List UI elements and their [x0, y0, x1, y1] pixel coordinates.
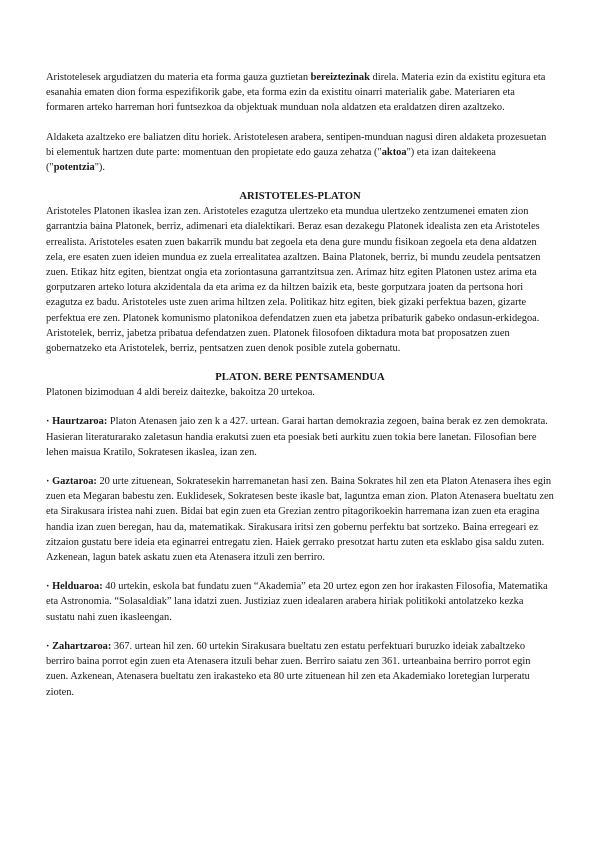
- text-run: Aristotelesek argudiatzen du materia eta forma gauza guztietan: [46, 72, 311, 83]
- stage-text: 367. urtean hil zen. 60 urtekin Sirakusara bueltatu zen estatu perfektuari buruzko ideiak zabaltzeko berriro baina porrot egin zuen eta Atenasera itzuli behar zuen. Berriro saiatu zen 361. urteanbaina berriro porrot egin zuen. Azkenean, Atenasera bueltatu zen irakasteko eta 80 urte zituenean hil zen eta Akademiako loretegian lurperatu zioten.: [46, 640, 531, 698]
- stage-label: · Haurtzaroa:: [46, 416, 108, 428]
- section-heading-platon: PLATON. BERE PENTSAMENDUA: [215, 372, 385, 384]
- stage-paragraph-haurtzaroa: [46, 414, 554, 460]
- document-page: [46, 70, 554, 700]
- section-body-aristoteles-platon: Aristoteles Platonen ikaslea izan zen. Aristoteles ezagutza ulertzeko eta mundua ulertzeko zentzumenei ematen zion garrantzia baina Platonek, berriz, adimenari eta dialektikari. Beraz esan dezakegu Platonek idealista zen eta Aristoteles errealista. Aristoteles esaten zuen bakarrik mundu bat zegoela eta dena gure mundu fisikoan zegoela eta dena aldatzen zela, ere esaten zuen ideien mundua ez zuela errealitatea azaltzen. Baina Platonek, berriz, bi mundu zeudela pentsatzen zuen. Etikaz hitz egiten, bientzat ongia eta zoriontasuna garrantzitsua zen. Arimaz hitz egiten Platonen ustez arima eta gorputzaren arteko lotura akzidentala da eta arima ez da hiltzen baizik eta, beste gorputzara joaten da pertsona hori ezagutza ez badu. Aristoteles uste zuen arima hiltzen zela. Politikaz hitz egiten, biek gizaki perfektua bazen, gizarte perfektua ere zen. Platonek komunismo platonikoa defendatzen zuen eta jabetza pribaturik gabeko ondasun-erkidegoa. Aristotelek, berriz, jabetza pribatua defendatzen zuen. Platonek filosofoen diktadura mota bat proposatzen zuen gobernatzeko eta Aristotelek, berriz, pentsatzen zuen denok posible zutela gobernatu.: [46, 206, 541, 355]
- text-run: direla. Materia ezin da existitu egitura eta esanahia ematen dion forma espezifikorik gabe, eta forma ezin da existitu oinarri materialik gabe. Materiaren eta formaren arteko harreman hori funtsezkoa da objektuak munduan nola aldatzen eta eraldatzen diren azaltzeko.: [46, 72, 546, 114]
- section-heading-aristoteles-platon: ARISTOTELES-PLATON: [239, 191, 361, 203]
- intro-paragraph-2: [46, 130, 554, 176]
- section-intro-platon: Platonen bizimoduan 4 aldi bereiz daitezke, bakoitza 20 urtekoa.: [46, 387, 315, 399]
- bold-term-potentzia: potentzia: [53, 162, 95, 174]
- stage-paragraph-zahartzaroa: [46, 639, 554, 700]
- stage-label: · Zahartzaroa:: [46, 640, 112, 652]
- stage-text: 40 urtekin, eskola bat fundatu zuen “Akademia” eta 20 urtez egon zen hor irakasten Filosofia, Matematika eta Astronomia. “Solasaldiak” lana idatzi zuen. Justiziaz zuen idealaren arabera hiriak politikoki antolatzeko kezka sustatu nahi zuen ikasleengan.: [46, 581, 548, 623]
- stage-text: Platon Atenasen jaio zen k a 427. urtean. Garai hartan demokrazia zegoen, baina berak ez zen demokrata. Hasieran literaturarako zaletasun handia erakutsi zuen eta poesiak beti aurkitu zuen tokia bere lanetan. Filosofian bere lehen maisua Kratilo, Sokratesen ikaslea, izan zen.: [46, 416, 548, 458]
- intro-paragraph-1: [46, 70, 554, 116]
- stage-label: · Gaztaroa:: [46, 476, 97, 488]
- stage-text: 20 urte zituenean, Sokratesekin harremanetan hasi zen. Baina Sokrates hil zen eta Platon Atenasera ihes egin zuen eta Megaran babestu zen. Euklidesek, Sokratesen beste ikasle bat, laguntza eman zion. Platon Atenasera bueltatu zen eta Sirakusara iristea nahi zuen. Bidai bat egin zuen eta Grezian zentro pitagorikoekin harremana izan zuen eta eragina handia izan zuen beregan, hau da, matematikak. Sirakusara iritsi zen gobernu perfektu bat sortzeko. Baina erregeari ez zitzaion gustatu bere ideia eta eginarrei entregatu zien. Haiek gerrako presotzat hartu zuten eta esklabo gisa saldu zuten. Azkenean, lagun batek askatu zuen eta Atenasera itzuli zen berriro.: [46, 476, 554, 564]
- stage-paragraph-gaztaroa: [46, 474, 554, 565]
- text-run: ") eta izan daitekeena (": [46, 146, 496, 174]
- text-run: ").: [94, 162, 105, 174]
- bold-term-bereiztezinak: bereiztezinak: [310, 72, 370, 83]
- stage-paragraph-helduaroa: [46, 579, 554, 625]
- stage-label: · Helduaroa:: [46, 581, 103, 593]
- bold-term-aktoa: aktoa: [381, 146, 407, 158]
- text-run: Aldaketa azaltzeko ere baliatzen ditu horiek. Aristotelesen arabera, sentipen-munduan nagusi diren aldaketa prozesuetan bi elementuk hartzen dute parte: momentuan den propietate edo gauza zehatza (": [46, 131, 547, 158]
